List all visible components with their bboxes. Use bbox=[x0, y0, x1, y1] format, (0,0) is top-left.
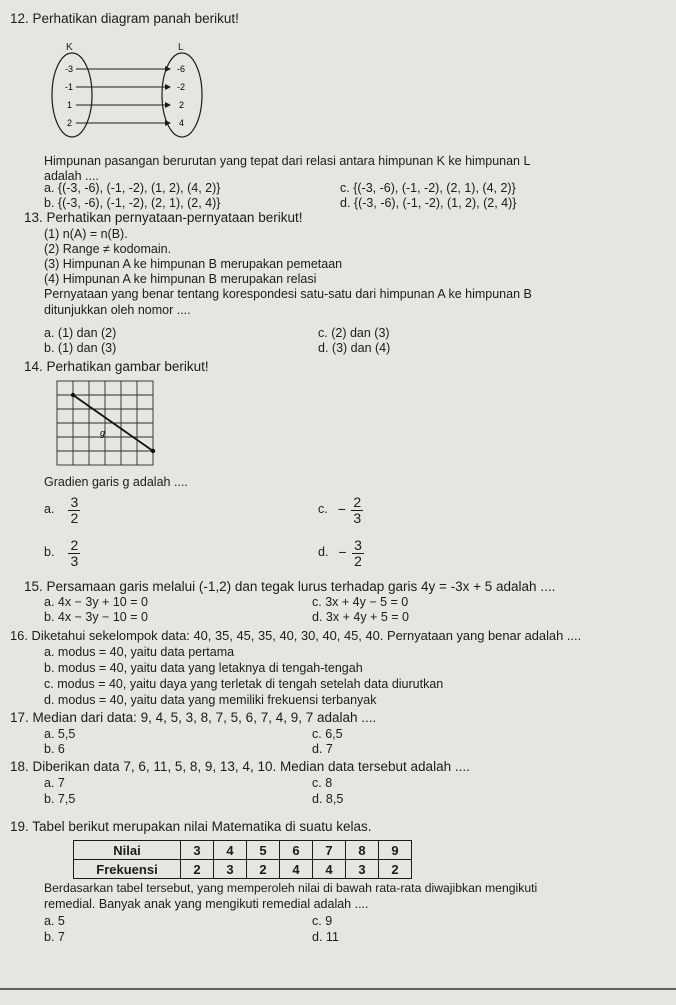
q18-number: 18. bbox=[10, 759, 29, 774]
q16-option-d-text: modus = 40, yaitu data yang memiliki frekuensi terbanyak bbox=[57, 693, 377, 707]
q13-option-b-text: (1) dan (3) bbox=[57, 341, 117, 355]
q17-option-b bbox=[44, 743, 65, 757]
table-row bbox=[74, 841, 412, 860]
q14-option-b-num: 2 bbox=[70, 537, 79, 553]
q14-option-c-den: 3 bbox=[353, 509, 362, 526]
q18-prompt: Diberikan data 7, 6, 11, 5, 8, 9, 13, 4, 10. Median data tersebut adalah .... bbox=[32, 759, 470, 774]
q19-option-a bbox=[44, 915, 65, 929]
q15-option-a-letter: a. bbox=[44, 595, 55, 609]
q14-option-a-letter: a. bbox=[44, 502, 55, 517]
q14-number: 14. bbox=[24, 359, 43, 374]
q16-option-a bbox=[44, 646, 234, 660]
q13-option-c-letter: c. bbox=[318, 326, 328, 340]
q19-option-a-letter: a. bbox=[44, 914, 55, 928]
nilai-cell: 3 bbox=[181, 841, 214, 860]
q13-option-b-letter: b. bbox=[44, 341, 55, 355]
q14-option-a bbox=[44, 495, 80, 525]
q18-option-d bbox=[312, 793, 343, 807]
q16-option-c-letter: c. bbox=[44, 677, 54, 691]
q19-option-d bbox=[312, 931, 339, 945]
q17-option-a bbox=[44, 728, 75, 742]
q18-option-d-text: 8,5 bbox=[325, 792, 344, 806]
q13-option-d bbox=[318, 342, 390, 356]
q12-option-c-letter: c. bbox=[340, 181, 350, 195]
q12-option-b bbox=[44, 197, 220, 211]
point-1 bbox=[71, 393, 75, 397]
q17-option-c-text: 6,5 bbox=[325, 727, 343, 741]
q15-option-a bbox=[44, 596, 148, 610]
q13-option-d-letter: d. bbox=[318, 341, 329, 355]
q15-heading bbox=[24, 580, 555, 595]
l-value-2: -2 bbox=[177, 82, 186, 92]
q15-option-c bbox=[312, 596, 408, 610]
l-value-1: -6 bbox=[177, 64, 186, 74]
q14-option-d-num: 3 bbox=[354, 537, 362, 553]
q19-option-b-letter: b. bbox=[44, 930, 55, 944]
q14-option-d-fraction bbox=[352, 538, 364, 568]
q13-option-d-text: (3) dan (4) bbox=[331, 341, 391, 355]
q14-option-d bbox=[318, 538, 364, 568]
q12-heading bbox=[10, 12, 239, 27]
q18-heading bbox=[10, 760, 470, 775]
k-value-2: -1 bbox=[65, 82, 74, 92]
q17-option-b-letter: b. bbox=[44, 742, 55, 756]
q19-option-b bbox=[44, 931, 65, 945]
q18-option-b-text: 7,5 bbox=[57, 792, 76, 806]
table-row bbox=[74, 860, 412, 879]
frekuensi-cell: 2 bbox=[181, 860, 214, 879]
q17-prompt: Median dari data: 9, 4, 5, 3, 8, 7, 5, 6, 7, 4, 9, 7 adalah .... bbox=[32, 710, 377, 725]
k-value-4: 2 bbox=[67, 118, 73, 128]
q12-prompt: Perhatikan diagram panah berikut! bbox=[32, 11, 239, 26]
q17-option-a-letter: a. bbox=[44, 727, 55, 741]
q15-option-b-letter: b. bbox=[44, 610, 55, 624]
q13-number: 13. bbox=[24, 210, 43, 225]
q16-number: 16. bbox=[10, 628, 28, 643]
q15-option-d bbox=[312, 611, 409, 625]
q19-option-c-letter: c. bbox=[312, 914, 322, 928]
q16-option-b-letter: b. bbox=[44, 661, 55, 675]
q14-option-c-sign: − bbox=[337, 501, 346, 518]
q14-option-c bbox=[318, 495, 363, 525]
frekuensi-cell: 3 bbox=[346, 860, 379, 879]
q16-option-a-text: modus = 40, yaitu data pertama bbox=[57, 645, 235, 659]
nilai-header: Nilai bbox=[74, 841, 181, 860]
q13-statement-3: (3) Himpunan A ke himpunan B merupakan pemetaan bbox=[44, 257, 343, 271]
q12-question-line1: Himpunan pasangan berurutan yang tepat dari relasi antara himpunan K ke himpunan L bbox=[44, 154, 531, 168]
q17-option-a-text: 5,5 bbox=[57, 727, 76, 741]
q17-option-d-letter: d. bbox=[312, 742, 323, 756]
q14-question: Gradien garis g adalah .... bbox=[44, 475, 188, 489]
q16-option-d-letter: d. bbox=[44, 693, 55, 707]
q13-option-a bbox=[44, 327, 116, 341]
q19-question-line1: Berdasarkan tabel tersebut, yang memperoleh nilai di bawah rata-rata diwajibkan mengikuti bbox=[44, 881, 538, 895]
q13-prompt: Perhatikan pernyataan-pernyataan berikut! bbox=[46, 210, 303, 225]
q13-option-c bbox=[318, 327, 390, 341]
q12-option-c bbox=[340, 182, 516, 196]
q12-option-a-letter: a. bbox=[44, 181, 55, 195]
q13-option-b bbox=[44, 342, 116, 356]
frekuensi-header: Frekuensi bbox=[74, 860, 181, 879]
q19-option-d-text: 11 bbox=[325, 930, 339, 944]
q17-number: 17. bbox=[10, 710, 29, 725]
q19-option-a-text: 5 bbox=[57, 914, 65, 928]
q15-prompt: Persamaan garis melalui (-1,2) dan tegak lurus terhadap garis 4y = -3x + 5 adalah .... bbox=[46, 579, 556, 594]
q19-option-d-letter: d. bbox=[312, 930, 323, 944]
q13-option-a-letter: a. bbox=[44, 326, 55, 340]
q15-option-c-text: 3x + 4y − 5 = 0 bbox=[325, 595, 409, 609]
q18-option-b-letter: b. bbox=[44, 792, 55, 806]
q15-option-d-letter: d. bbox=[312, 610, 323, 624]
q12-option-d-letter: d. bbox=[340, 196, 351, 210]
q14-option-d-den: 2 bbox=[354, 552, 362, 569]
q17-option-c-letter: c. bbox=[312, 727, 322, 741]
q18-option-c-text: 8 bbox=[325, 776, 333, 790]
q12-option-c-text: {(-3, -6), (-1, -2), (2, 1), (4, 2)} bbox=[353, 181, 516, 195]
line-g-label: g bbox=[100, 428, 106, 438]
nilai-cell: 5 bbox=[247, 841, 280, 860]
q18-option-c bbox=[312, 777, 332, 791]
q12-arrow-diagram bbox=[50, 40, 210, 140]
q16-prompt: Diketahui sekelompok data: 40, 35, 45, 35, 40, 30, 40, 45, 40. Pernyataan yang benar adalah .... bbox=[31, 628, 582, 643]
q14-option-c-fraction bbox=[351, 495, 363, 525]
q14-option-a-num: 3 bbox=[70, 494, 79, 510]
q19-heading bbox=[10, 820, 371, 835]
q19-option-c-text: 9 bbox=[325, 914, 333, 928]
page-bottom-divider bbox=[0, 988, 676, 990]
frekuensi-cell: 2 bbox=[379, 860, 412, 879]
frekuensi-cell: 2 bbox=[247, 860, 280, 879]
q14-option-b-den: 3 bbox=[70, 552, 79, 569]
nilai-cell: 7 bbox=[313, 841, 346, 860]
q18-option-b bbox=[44, 793, 75, 807]
nilai-cell: 9 bbox=[379, 841, 412, 860]
q14-grid-figure bbox=[56, 380, 156, 466]
q12-option-b-text: {(-3, -6), (-1, -2), (2, 1), (2, 4)} bbox=[57, 196, 221, 210]
q19-option-c bbox=[312, 915, 332, 929]
l-value-3: 2 bbox=[179, 100, 185, 110]
q17-heading bbox=[10, 711, 376, 726]
q18-option-a-text: 7 bbox=[57, 776, 65, 790]
q16-option-d bbox=[44, 694, 377, 708]
q13-heading bbox=[24, 211, 302, 226]
k-value-1: -3 bbox=[65, 64, 74, 74]
q12-option-d bbox=[340, 197, 516, 211]
q13-question-line2: ditunjukkan oleh nomor .... bbox=[44, 303, 191, 317]
q19-option-b-text: 7 bbox=[57, 930, 65, 944]
set-l-label: L bbox=[178, 42, 184, 53]
q14-option-c-letter: c. bbox=[318, 502, 328, 517]
q17-option-d bbox=[312, 743, 333, 757]
q13-option-c-text: (2) dan (3) bbox=[331, 326, 390, 340]
q13-option-a-text: (1) dan (2) bbox=[57, 326, 117, 340]
q16-option-b bbox=[44, 662, 363, 676]
q14-prompt: Perhatikan gambar berikut! bbox=[46, 359, 209, 374]
q18-option-c-letter: c. bbox=[312, 776, 322, 790]
q19-question-line2: remedial. Banyak anak yang mengikuti remedial adalah .... bbox=[44, 897, 369, 911]
set-k-label: K bbox=[66, 42, 73, 53]
q14-option-d-letter: d. bbox=[318, 545, 329, 560]
q14-option-a-den: 2 bbox=[70, 509, 79, 526]
k-value-3: 1 bbox=[67, 100, 73, 110]
q14-option-b-fraction bbox=[68, 538, 80, 568]
q15-option-d-text: 3x + 4y + 5 = 0 bbox=[325, 610, 409, 624]
q15-number: 15. bbox=[24, 579, 43, 594]
q17-option-c bbox=[312, 728, 343, 742]
q14-option-c-num: 2 bbox=[353, 494, 362, 510]
q14-option-a-fraction bbox=[68, 495, 80, 525]
q12-option-b-letter: b. bbox=[44, 196, 55, 210]
q15-option-b bbox=[44, 611, 148, 625]
q14-option-d-sign: − bbox=[338, 544, 347, 561]
q15-option-a-text: 4x − 3y + 10 = 0 bbox=[57, 595, 148, 609]
q18-option-d-letter: d. bbox=[312, 792, 323, 806]
q18-option-a-letter: a. bbox=[44, 776, 55, 790]
q17-option-b-text: 6 bbox=[57, 742, 65, 756]
point-2 bbox=[151, 449, 155, 453]
q16-option-c bbox=[44, 678, 443, 692]
q17-option-d-text: 7 bbox=[325, 742, 333, 756]
q14-option-b bbox=[44, 538, 80, 568]
q12-option-a bbox=[44, 182, 220, 196]
q16-heading bbox=[10, 629, 581, 643]
q19-frequency-table bbox=[73, 840, 412, 879]
l-value-4: 4 bbox=[179, 118, 185, 128]
q13-question-line1: Pernyataan yang benar tentang korespondesi satu-satu dari himpunan A ke himpunan B bbox=[44, 287, 532, 301]
q14-option-b-letter: b. bbox=[44, 545, 55, 560]
q19-prompt: Tabel berikut merupakan nilai Matematika di suatu kelas. bbox=[32, 819, 372, 834]
q12-question-line2: adalah .... bbox=[44, 169, 99, 183]
q13-statement-4: (4) Himpunan A ke himpunan B merupakan relasi bbox=[44, 272, 317, 286]
q16-option-a-letter: a. bbox=[44, 645, 55, 659]
q12-option-a-text: {(-3, -6), (-1, -2), (1, 2), (4, 2)} bbox=[57, 181, 221, 195]
q15-option-c-letter: c. bbox=[312, 595, 322, 609]
q13-statement-1: (1) n(A) = n(B). bbox=[44, 227, 128, 241]
frekuensi-cell: 3 bbox=[214, 860, 247, 879]
q14-heading bbox=[24, 360, 209, 375]
q12-number: 12. bbox=[10, 11, 29, 26]
q12-option-d-text: {(-3, -6), (-1, -2), (1, 2), (2, 4)} bbox=[353, 196, 517, 210]
q16-option-b-text: modus = 40, yaitu data yang letaknya di tengah-tengah bbox=[57, 661, 363, 675]
q15-option-b-text: 4x − 3y − 10 = 0 bbox=[57, 610, 148, 624]
q13-statement-2: (2) Range ≠ kodomain. bbox=[44, 242, 172, 256]
nilai-cell: 4 bbox=[214, 841, 247, 860]
frekuensi-cell: 4 bbox=[280, 860, 313, 879]
q16-option-c-text: modus = 40, yaitu daya yang terletak di tengah setelah data diurutkan bbox=[57, 677, 444, 691]
nilai-cell: 8 bbox=[346, 841, 379, 860]
frekuensi-cell: 4 bbox=[313, 860, 346, 879]
q18-option-a bbox=[44, 777, 65, 791]
q19-number: 19. bbox=[10, 819, 29, 834]
nilai-cell: 6 bbox=[280, 841, 313, 860]
